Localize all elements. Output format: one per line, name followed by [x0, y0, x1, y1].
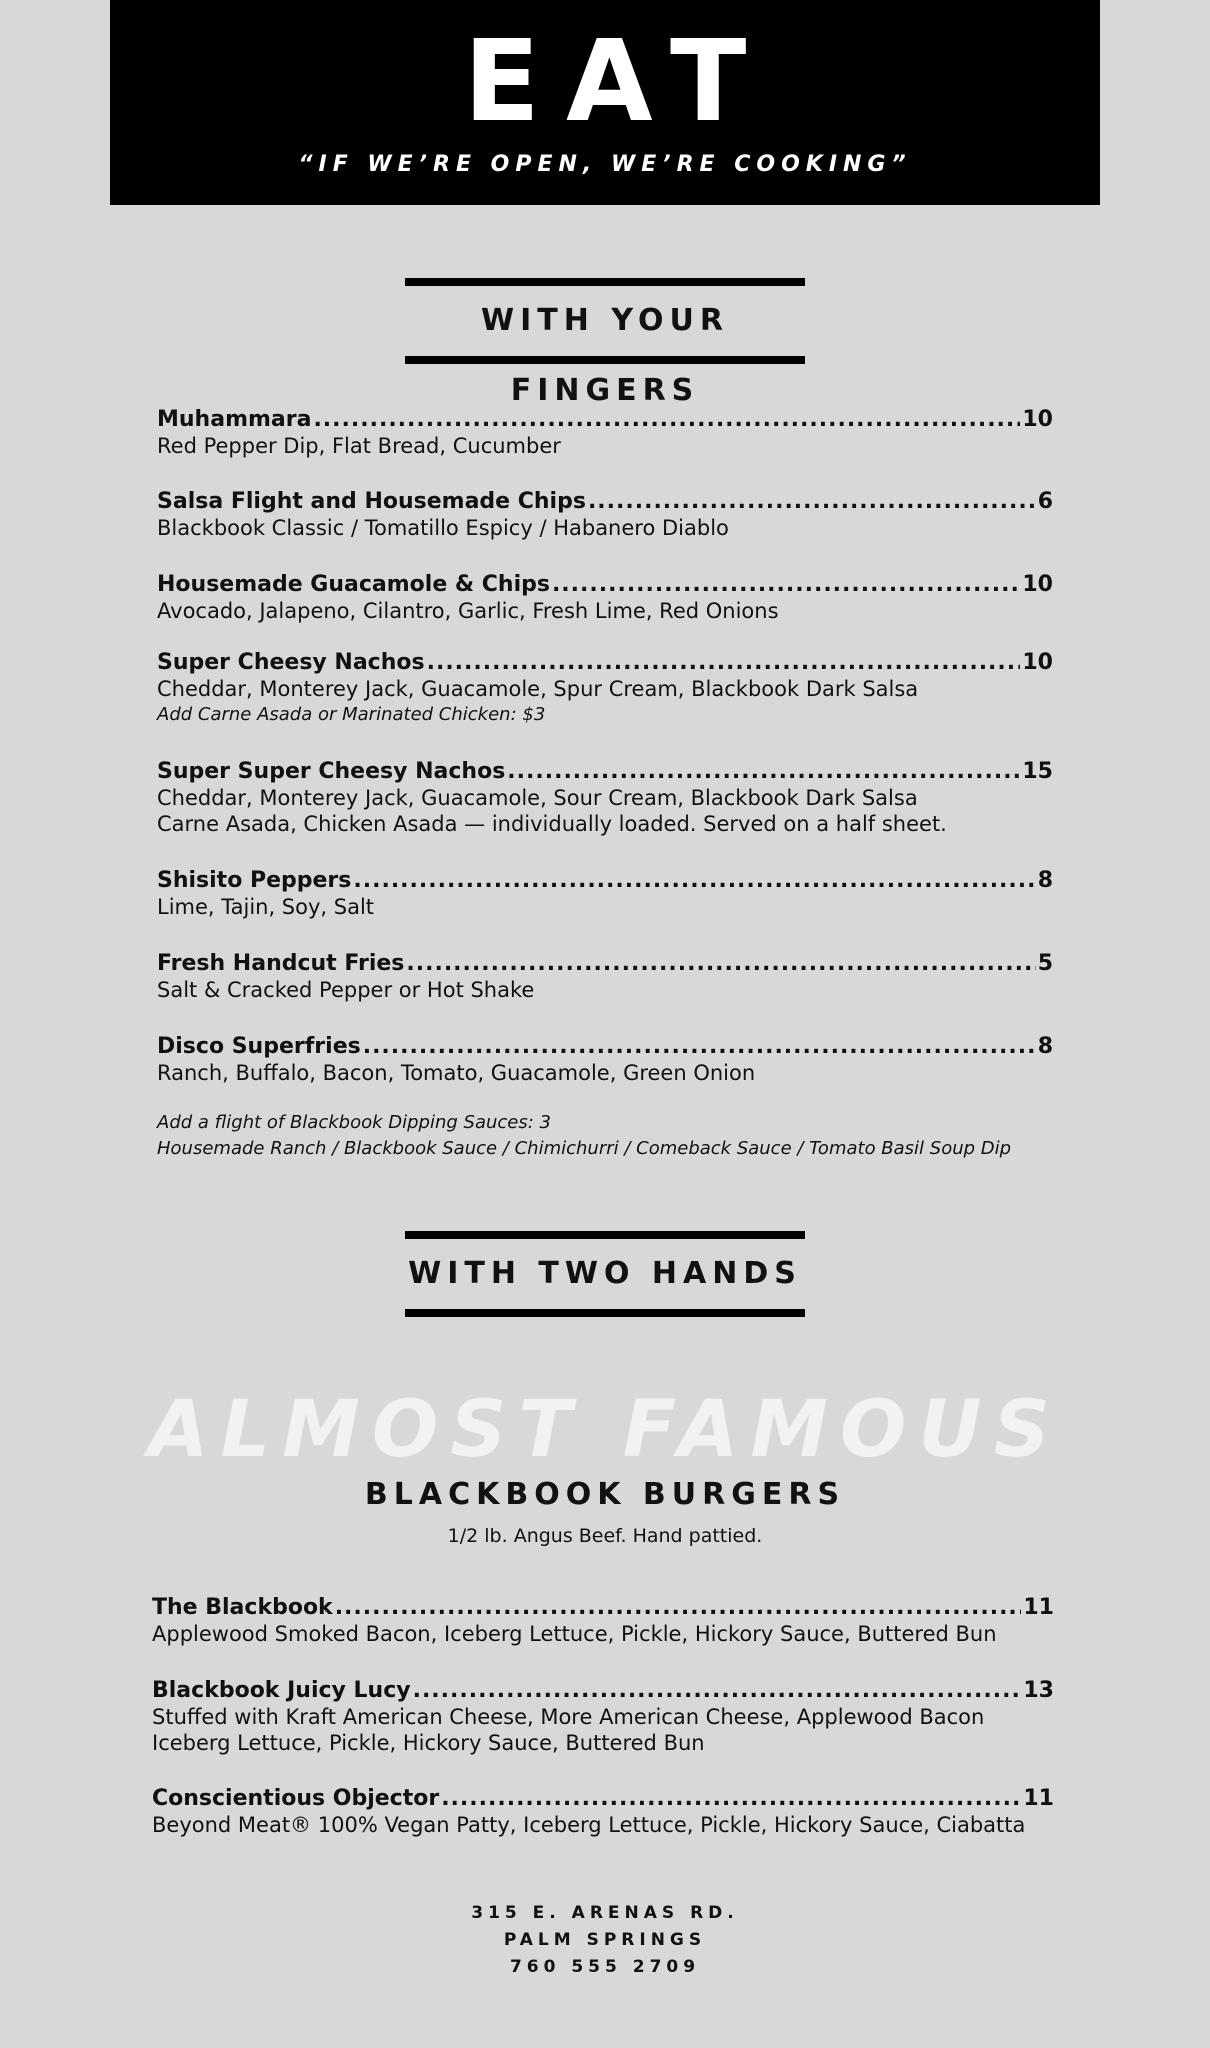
- item-price: 13: [1023, 1678, 1054, 1703]
- menu-title: EAT: [463, 17, 773, 147]
- dot-leader: [413, 1677, 1022, 1704]
- heading-rule-bottom: [405, 1309, 805, 1317]
- item-price: 8: [1037, 1034, 1053, 1059]
- address-city: PALM SPRINGS: [503, 1930, 707, 1950]
- item-name: Disco Superfries: [157, 1034, 361, 1059]
- item-description: Ranch, Buffalo, Bacon, Tomato, Guacamole, Green Onion: [157, 1061, 756, 1085]
- sauce-note-line: Add a flight of Blackbook Dipping Sauces: 3: [157, 1112, 551, 1133]
- address-street: 315 E. ARENAS RD.: [471, 1903, 739, 1923]
- item-description: Avocado, Jalapeno, Cilantro, Garlic, Fresh Lime, Red Onions: [157, 599, 779, 623]
- item-price: 6: [1037, 489, 1053, 514]
- item-description: Salt & Cracked Pepper or Hot Shake: [157, 978, 535, 1002]
- menu-item: [157, 488, 1053, 541]
- burgers-title: BLACKBOOK BURGERS: [364, 1477, 846, 1512]
- item-name: Shisito Peppers: [157, 868, 352, 893]
- dot-leader: [441, 1785, 1021, 1812]
- sauce-flight-note: [157, 1110, 1011, 1162]
- item-name: Housemade Guacamole & Chips: [157, 572, 550, 597]
- menu-item: [152, 1594, 1054, 1647]
- item-description: Cheddar, Monterey Jack, Guacamole, Sour Cream, Blackbook Dark Salsa: [157, 786, 918, 810]
- item-name: Fresh Handcut Fries: [157, 951, 405, 976]
- dot-leader: [335, 1594, 1022, 1621]
- menu-item: [152, 1677, 1054, 1756]
- section-heading-label: WITH TWO HANDS: [408, 1256, 802, 1291]
- item-price: 8: [1037, 868, 1053, 893]
- item-price: 11: [1023, 1786, 1054, 1811]
- menu-item: [157, 867, 1053, 920]
- dot-leader: [363, 1033, 1036, 1060]
- section-heading-hands: [405, 1231, 805, 1317]
- section-heading-label: WITH YOUR FINGERS: [481, 303, 729, 408]
- item-name: The Blackbook: [152, 1595, 333, 1620]
- dot-leader: [313, 406, 1020, 433]
- item-description: Applewood Smoked Bacon, Iceberg Lettuce, Pickle, Hickory Sauce, Buttered Bun: [152, 1622, 997, 1646]
- item-name: Salsa Flight and Housemade Chips: [157, 489, 586, 514]
- menu-item: [157, 758, 1053, 837]
- burgers-subtitle: 1/2 lb. Angus Beef. Hand pattied.: [447, 1525, 763, 1547]
- item-description: Iceberg Lettuce, Pickle, Hickory Sauce, Buttered Bun: [152, 1731, 705, 1755]
- menu-item: [157, 1033, 1053, 1086]
- item-description: Beyond Meat® 100% Vegan Patty, Iceberg Lettuce, Pickle, Hickory Sauce, Ciabatta: [152, 1813, 1026, 1837]
- item-name: Super Cheesy Nachos: [157, 650, 425, 675]
- dot-leader: [406, 950, 1035, 977]
- menu-tagline: “IF WE’RE OPEN, WE’RE COOKING”: [298, 152, 912, 177]
- item-description: Blackbook Classic / Tomatillo Espicy / Habanero Diablo: [157, 516, 729, 540]
- item-description: Cheddar, Monterey Jack, Guacamole, Spur Cream, Blackbook Dark Salsa: [157, 677, 919, 701]
- phone-number: 760 555 2709: [509, 1957, 701, 1977]
- almost-famous-heading: ALMOST FAMOUS: [148, 1385, 1062, 1475]
- item-name: Super Super Cheesy Nachos: [157, 759, 506, 784]
- item-price: 11: [1023, 1595, 1054, 1620]
- item-name: Muhammara: [157, 407, 312, 432]
- menu-item: [157, 950, 1053, 1003]
- item-description: Red Pepper Dip, Flat Bread, Cucumber: [157, 434, 561, 458]
- menu-header: [110, 0, 1100, 205]
- dot-leader: [353, 867, 1035, 894]
- heading-rule-top: [405, 278, 805, 286]
- dot-leader: [552, 571, 1020, 598]
- item-description: Lime, Tajin, Soy, Salt: [157, 895, 375, 919]
- item-name: Blackbook Juicy Lucy: [152, 1678, 411, 1703]
- menu-item: [157, 571, 1053, 624]
- restaurant-address: [0, 1900, 1210, 1981]
- item-note: Add Carne Asada or Marinated Chicken: $3: [157, 704, 546, 725]
- item-price: 10: [1022, 407, 1053, 432]
- menu-item: [152, 1785, 1054, 1838]
- section-heading-fingers: [405, 278, 805, 408]
- menu-item: [157, 649, 1053, 728]
- item-price: 10: [1022, 650, 1053, 675]
- menu-item: [157, 406, 1053, 459]
- item-price: 10: [1022, 572, 1053, 597]
- item-name: Conscientious Objector: [152, 1786, 440, 1811]
- dot-leader: [588, 488, 1036, 515]
- dot-leader: [507, 758, 1020, 785]
- heading-rule-top: [405, 1231, 805, 1239]
- sauce-note-line: Housemade Ranch / Blackbook Sauce / Chimichurri / Comeback Sauce / Tomato Basil Soup Dip: [157, 1138, 1012, 1159]
- dot-leader: [427, 649, 1021, 676]
- item-price: 15: [1022, 759, 1053, 784]
- item-price: 5: [1037, 951, 1053, 976]
- item-description: Stuffed with Kraft American Cheese, More American Cheese, Applewood Bacon: [152, 1705, 985, 1729]
- item-description: Carne Asada, Chicken Asada — individually loaded. Served on a half sheet.: [157, 812, 947, 836]
